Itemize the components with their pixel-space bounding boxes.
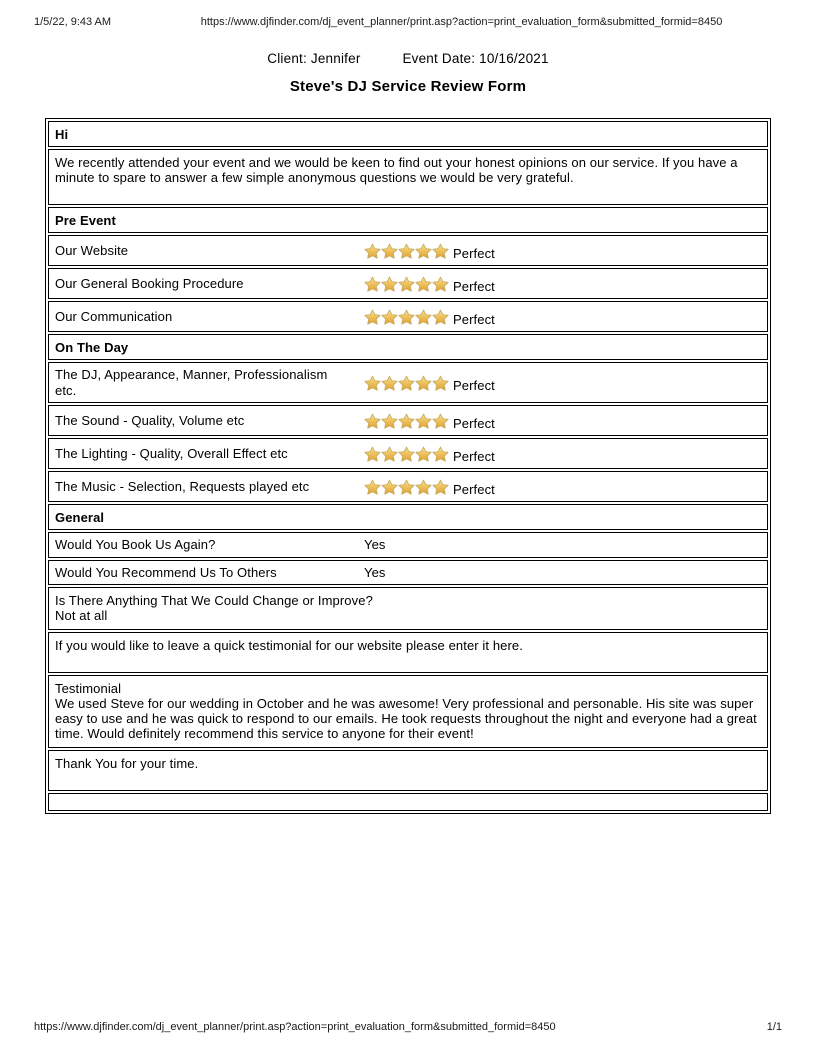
star-icon bbox=[398, 243, 415, 259]
rating-row bbox=[48, 301, 768, 332]
question-label: The DJ, Appearance, Manner, Professionalism etc. bbox=[55, 367, 328, 398]
star-icon bbox=[432, 479, 449, 495]
question-label: Would You Book Us Again? bbox=[55, 537, 216, 552]
star-icon bbox=[398, 276, 415, 292]
section-heading: Pre Event bbox=[48, 207, 768, 233]
rating-value bbox=[364, 410, 495, 431]
answer-value: Yes bbox=[364, 537, 386, 553]
print-header-url: https://www.djfinder.com/dj_event_planner/print.asp?action=print_evaluation_form&submitted_formid=8450 bbox=[200, 16, 723, 28]
star-icon bbox=[432, 309, 449, 325]
text-row bbox=[48, 587, 768, 630]
text-row bbox=[48, 149, 768, 205]
page-number: 1/1 bbox=[766, 1021, 782, 1033]
rating-value bbox=[364, 476, 495, 497]
question-label: Our Communication bbox=[55, 308, 173, 324]
star-icon bbox=[432, 413, 449, 429]
star-icon bbox=[432, 375, 449, 391]
star-icon bbox=[415, 375, 432, 391]
print-header bbox=[34, 16, 782, 28]
star-icon bbox=[381, 479, 398, 495]
text-line: We recently attended your event and we would be keen to find out your honest opinions on our service. If you have a minute to spare to answer a few simple anonymous questions we would be very grateful. bbox=[55, 155, 738, 185]
star-icon bbox=[415, 309, 432, 325]
section-heading: Hi bbox=[48, 121, 768, 147]
section-heading: General bbox=[48, 504, 768, 530]
star-icon bbox=[364, 413, 381, 429]
star-icon bbox=[415, 446, 432, 462]
star-icon bbox=[415, 413, 432, 429]
section-heading: On The Day bbox=[48, 334, 768, 360]
star-icon bbox=[415, 243, 432, 259]
rating-row bbox=[48, 471, 768, 502]
star-rating bbox=[364, 479, 449, 495]
review-table bbox=[45, 118, 771, 814]
rating-label: Perfect bbox=[453, 312, 495, 327]
answer-row bbox=[48, 560, 768, 586]
rating-value bbox=[364, 273, 495, 294]
client-event-line bbox=[0, 51, 816, 66]
text-line: Not at all bbox=[55, 608, 108, 623]
star-icon bbox=[381, 413, 398, 429]
star-rating bbox=[364, 375, 449, 391]
print-footer-url: https://www.djfinder.com/dj_event_planner/print.asp?action=print_evaluation_form&submitted_formid=8450 bbox=[34, 1021, 556, 1033]
rating-value bbox=[364, 372, 495, 393]
star-icon bbox=[364, 446, 381, 462]
star-rating bbox=[364, 446, 449, 462]
rating-label: Perfect bbox=[453, 416, 495, 431]
rating-label: Perfect bbox=[453, 378, 495, 393]
star-icon bbox=[398, 413, 415, 429]
star-rating bbox=[364, 243, 449, 259]
star-icon bbox=[364, 276, 381, 292]
text-row bbox=[48, 750, 768, 791]
star-icon bbox=[364, 309, 381, 325]
rating-label: Perfect bbox=[453, 246, 495, 261]
star-icon bbox=[381, 276, 398, 292]
empty-row bbox=[48, 793, 768, 811]
rating-label: Perfect bbox=[453, 449, 495, 464]
question-label: The Lighting - Quality, Overall Effect etc bbox=[55, 445, 288, 461]
star-rating bbox=[364, 413, 449, 429]
event-date-value: 10/16/2021 bbox=[479, 51, 549, 66]
question-label: The Sound - Quality, Volume etc bbox=[55, 412, 245, 428]
text-row bbox=[48, 632, 768, 673]
star-icon bbox=[364, 479, 381, 495]
rating-row bbox=[48, 405, 768, 436]
text-row bbox=[48, 675, 768, 748]
star-icon bbox=[432, 243, 449, 259]
rating-value bbox=[364, 240, 495, 261]
star-icon bbox=[398, 309, 415, 325]
text-line: Thank You for your time. bbox=[55, 756, 199, 771]
star-icon bbox=[398, 479, 415, 495]
star-icon bbox=[415, 276, 432, 292]
star-icon bbox=[364, 243, 381, 259]
star-rating bbox=[364, 309, 449, 325]
star-icon bbox=[432, 276, 449, 292]
text-line: Is There Anything That We Could Change or Improve? bbox=[55, 593, 373, 608]
star-icon bbox=[398, 446, 415, 462]
star-icon bbox=[432, 446, 449, 462]
rating-row bbox=[48, 438, 768, 469]
star-icon bbox=[381, 243, 398, 259]
text-line: If you would like to leave a quick testimonial for our website please enter it here. bbox=[55, 638, 523, 653]
question-label: Our Website bbox=[55, 242, 129, 258]
star-icon bbox=[381, 309, 398, 325]
rating-value bbox=[364, 443, 495, 464]
print-footer bbox=[34, 1021, 782, 1033]
event-date-label: Event Date: bbox=[402, 51, 476, 66]
rating-row bbox=[48, 268, 768, 299]
rating-label: Perfect bbox=[453, 482, 495, 497]
answer-row bbox=[48, 532, 768, 558]
text-line: We used Steve for our wedding in October and he was awesome! Very professional and personable. His site was super easy to use and he was quick to respond to our emails. He took requests throughout the night and everyone had a great time. Would definitely recommend this service to anyone for their event! bbox=[55, 696, 757, 741]
rating-label: Perfect bbox=[453, 279, 495, 294]
star-icon bbox=[381, 446, 398, 462]
star-icon bbox=[415, 479, 432, 495]
rating-value bbox=[364, 306, 495, 327]
star-rating bbox=[364, 276, 449, 292]
star-icon bbox=[381, 375, 398, 391]
print-timestamp: 1/5/22, 9:43 AM bbox=[34, 16, 112, 28]
text-line: Testimonial bbox=[55, 681, 122, 696]
question-label: Would You Recommend Us To Others bbox=[55, 564, 277, 580]
question-label: Our General Booking Procedure bbox=[55, 275, 244, 291]
client-label: Client: bbox=[267, 51, 307, 66]
client-value: Jennifer bbox=[310, 51, 361, 66]
rating-row bbox=[48, 235, 768, 266]
star-icon bbox=[364, 375, 381, 391]
form-title: Steve's DJ Service Review Form bbox=[289, 78, 527, 95]
rating-row bbox=[48, 362, 768, 403]
question-label: The Music - Selection, Requests played etc bbox=[55, 478, 310, 494]
star-icon bbox=[398, 375, 415, 391]
answer-value: Yes bbox=[364, 564, 386, 580]
